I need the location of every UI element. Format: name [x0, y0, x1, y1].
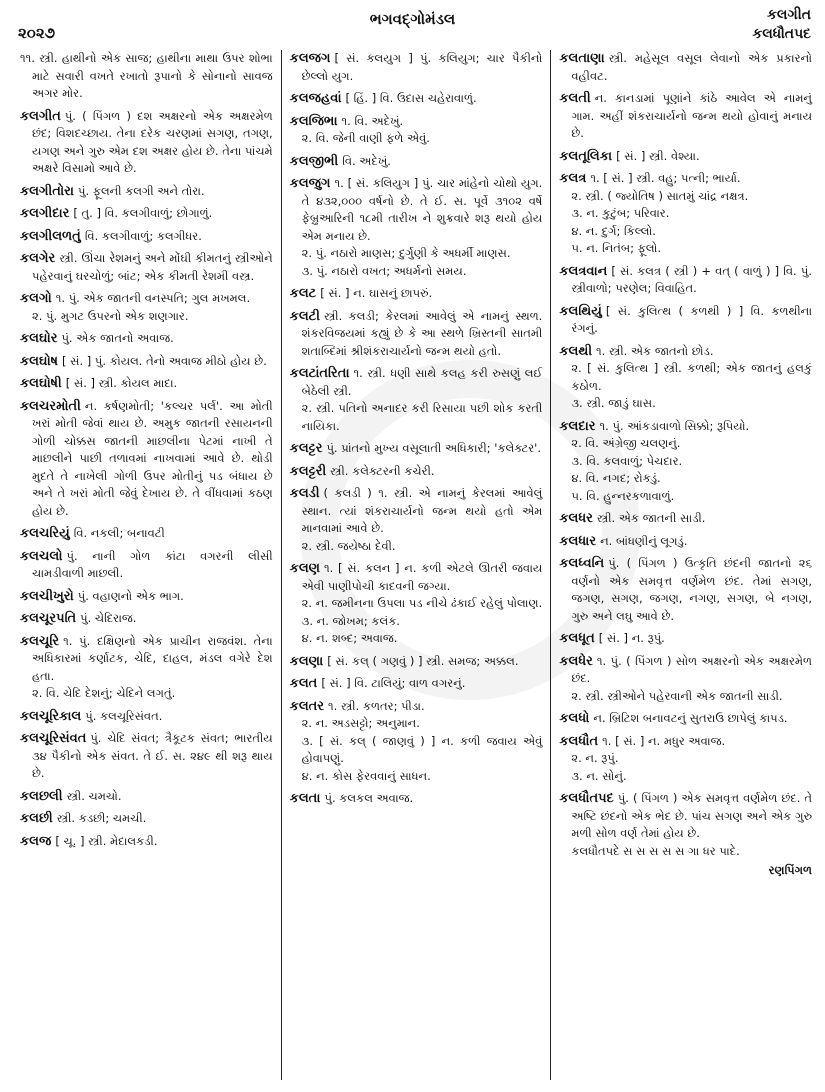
entry-headword: કલણ [289, 561, 321, 576]
dictionary-entry [559, 50, 812, 85]
entry-definition: ૧. [ સં. કલન ] ન. કળી એટલે ઊતરી જવાય એવી પાણીપોચી કાદવની જગ્યા. [301, 561, 543, 593]
entry-definition: સ્ત્રી. મહેસૂલ વસૂલ લેવાનો એક પ્રકારનો વહીવટ. [571, 51, 813, 83]
entry-definition: ૧. પું. ( પિંગળ ) સોળ અક્ષરનો એક અક્ષરમેળ છંદ. [571, 653, 813, 685]
entry-definition: પું. વહાણનો એક ભાગ. [77, 588, 184, 603]
entry-headword: કલધર [559, 511, 593, 526]
entry-subsense: ૩. પું. નઠારો વખત; અધર્મનો સમય. [301, 263, 467, 278]
entry-headword: કલતા [289, 791, 321, 806]
entry-definition: પું. નાની ગોળ કાંટા વગરની લીસી ચામડીવાળી માછલી. [32, 548, 273, 580]
dictionary-entry [20, 50, 273, 103]
entry-subsense: ૩. ન. સોનું. [571, 768, 627, 783]
entry-headword: કલચરિયું [20, 526, 70, 541]
entry-headword: કલગીત [20, 108, 61, 124]
entry-headword: કલચૂરિકાલ [20, 708, 82, 724]
dictionary-entry [290, 50, 543, 85]
dictionary-entry [290, 440, 543, 458]
entry-headword: કલટ [289, 286, 317, 301]
entry-headword: કલતાણા [559, 51, 605, 66]
entry-headword: કલદાર [559, 418, 596, 434]
entry-headword: કલત [289, 676, 318, 691]
entry-headword: કલત્રવાન [559, 263, 608, 279]
entry-subsense: ૪. વિ. નગદ; રોકડું. [571, 471, 661, 485]
dictionary-entry [20, 548, 273, 583]
entry-headword: કલચીખુરો [20, 588, 74, 604]
dictionary-columns [12, 50, 820, 1080]
entry-subsense: ૨. પું. મુગટ ઉપરનો એક શણગાર. [32, 308, 189, 323]
entry-definition: સ્ત્રી. કલેક્ટરની કચેરી. [330, 463, 435, 478]
dictionary-entry [290, 560, 543, 648]
column-right [550, 50, 820, 1080]
entry-definition: ન. કર્ષણમોતી; 'કલ્ચર પર્લ'. આ મોતી ખરાં મોતી જેવાં થાય છે. અમુક જાતની રસાયનની ગોળી ચોક્કસ જાતની માછલીના પેટમાં નાખી તે માછલીને પાછી તળાવમાં નાખવામાં આવે છે. થોડી મુદતે તે નાખેલી ગોળી ઉપર મોતીનું પડ બંધાય છે અને તે ખરાં મોતી જેવું દેખાય છે. તે વીંધવામાં કઠણ હોય છે. [32, 398, 273, 518]
entry-subsense: ૫. ન. નિતંબ; ફૂલો. [571, 241, 662, 255]
entry-headword: કલતૂલિકા [559, 148, 613, 164]
dictionary-entry [290, 675, 543, 693]
entry-subsense: કલધૌતપદે સ સ સ સ સ ગા ધર પાદે. [571, 843, 740, 858]
entry-headword: કલટી [289, 308, 320, 324]
entry-headword: કલધૌતપદ [559, 791, 614, 806]
entry-headword: કલણા [289, 653, 324, 669]
guide-word-first: કલગીત [767, 7, 811, 23]
entry-headword: કલજ [20, 833, 52, 849]
entry-definition: પું. ( પિંગળ ) દશ અક્ષરનો એક અક્ષરમેળ છંદ; વિશદચ્છાય. તેના દરેક ચરણમાં સગણ, તગણ, યગણ અને ગુરુ એમ દશ અક્ષર હોય છે. તેના પાંચમે અક્ષરે વિસામો આવે છે. [32, 108, 273, 175]
entry-definition: ન. બ્રિટિશ બનાવટનું સુતરાઉ છાપેલું કાપડ. [593, 711, 788, 725]
dictionary-entry [559, 170, 812, 258]
dictionary-entry [20, 588, 273, 606]
dictionary-entry [559, 630, 812, 648]
entry-subsense: ૨. વિ. ચેદિ દેશનું; ચેદિને લગતું. [32, 686, 176, 700]
dictionary-entry [20, 610, 273, 628]
entry-subsense: ૨. સ્ત્રી. જયેષ્ઠા દેવી. [301, 538, 396, 553]
entry-headword: કલધો [559, 711, 590, 726]
page-number: ૨૦૨૭ [18, 24, 56, 42]
entry-subsense: ૩. સ્ત્રી. જાડું ઘાસ. [571, 396, 656, 410]
entry-headword: કલટાંતરિતા [289, 366, 350, 381]
entry-subsense: ૪. ન. દુર્ગ; કિલ્લો. [571, 223, 656, 238]
entry-subsense: ૨. સ્ત્રી. ( જ્યોતિષ ) સાતમું ચાંદ્ર નક્ષત્ર. [571, 188, 749, 203]
entry-headword: કલચલો [20, 548, 63, 564]
dictionary-entry [20, 290, 273, 325]
dictionary-entry [290, 175, 543, 280]
entry-headword: કલટ્ટર [289, 441, 323, 456]
entry-headword: કલજગ [289, 51, 331, 66]
entry-definition: સ્ત્રી. ચમચો. [66, 788, 122, 803]
entry-subsense: ૨. વિ. જેની વાણી ફળે એવું. [301, 131, 430, 145]
entry-subsense: ૪. ન. કોસ ફેરવવાનું સાધન. [301, 768, 431, 783]
entry-definition: [ સં. ] સ્ત્રી. કોયલ માદા. [65, 376, 178, 390]
entry-headword: કલછી [20, 811, 53, 826]
entry-headword: કલગો [20, 291, 52, 306]
entry-headword: કલધાર [559, 533, 597, 549]
dictionary-entry [20, 205, 273, 223]
entry-subsense: ૨. વિ. અંગ્રેજી ચલણનું. [571, 436, 681, 450]
entry-definition: [ હિં. ] વિ. ઉદાસ ચહેરાવાળું. [345, 91, 477, 105]
entry-headword: કલધૌત [559, 733, 599, 749]
guide-words [752, 6, 811, 44]
entry-subsense: ૨. [ સં. કુલિત્થ ] સ્ત્રી. કળથી; એક જાતનું હલકું કઠોળ. [571, 361, 813, 393]
entry-definition: [ સં. કલત્ર ( સ્ત્રી ) + વત્ ( વાળું ) ] વિ. પું. સ્ત્રીવાળો; પરણેલ; વિવાહિત. [571, 263, 813, 295]
dictionary-entry [290, 285, 543, 303]
entry-definition: પું. ફૂલની કલગી અને તોરા. [78, 183, 205, 198]
entry-headword: કલછલી [20, 788, 63, 804]
entry-subsense: ૨. સ્ત્રી. પતિનો અનાદર કરી રિસાયા પછી શોક કરતી નાયિકા. [301, 401, 543, 433]
entry-headword: કલધૂત [559, 631, 595, 646]
entry-definition: ૧. [ સં. ] સ્ત્રી. વહુ; પત્ની; ભાર્યા. [590, 171, 741, 185]
dictionary-entry [290, 698, 543, 786]
entry-source-citation: રણપિંગળ [768, 863, 813, 877]
guide-word-last: કલધૌતપદ [752, 26, 811, 42]
dictionary-entry [20, 810, 273, 828]
entry-headword: કલતર [289, 698, 325, 714]
dictionary-entry [290, 485, 543, 555]
entry-definition: ૧. સ્ત્રી. કળતર; પીડા. [328, 698, 425, 713]
entry-definition: [ સં. કલ્ ( ગણવું ) ] સ્ત્રી. સમજ; અક્કલ. [327, 653, 519, 668]
entry-subsense: ૩. ન. કુટુંબ; પરિવાર. [571, 206, 670, 220]
entry-headword: કલત્ર [559, 171, 587, 186]
entry-definition: પું. કલચૂરિસંવત. [85, 708, 163, 723]
entry-definition: સ્ત્રી. કડછી; ચમચી. [56, 811, 147, 825]
entry-definition: [ તુ. ] વિ. કલગીવાળું; છોગાળું. [73, 206, 213, 220]
entry-subsense: ૫. વિ. હુન્નરકળાવાળું. [571, 488, 675, 503]
entry-definition: ૧. [ સં. ] ન. મધુર અવાજ. [602, 733, 726, 748]
entry-headword: કલચૂરિ [20, 633, 60, 649]
entry-definition: ન. કાનડામાં પૂણાંને કાંઠે આવેલ એ નામનું ગામ. અહીં શંકરાચાર્યનો જન્મ થયો હોવાનું મનાય છે. [571, 91, 813, 140]
dictionary-entry [20, 353, 273, 371]
entry-definition: ૧. પું. એક જાતની વનસ્પતિ; ગુલ મખમલ. [55, 291, 251, 305]
entry-definition: [ સં. ] ન. રૂપું. [598, 631, 665, 645]
entry-subsense: ૨. ન. રૂપું. [571, 751, 619, 765]
entry-headword: કલઘોષ [20, 353, 59, 369]
dictionary-entry [20, 525, 273, 543]
dictionary-entry [559, 148, 812, 166]
entry-headword: કલગેર [20, 251, 56, 266]
dictionary-entry [290, 113, 543, 148]
entry-definition: [ સં. ] ન. ઘાસનું છાપરું. [320, 286, 433, 300]
entry-headword: કલજુગ [289, 176, 331, 191]
entry-definition: ન. બાંધણીનું લૂગડું. [600, 533, 688, 548]
entry-headword: કલધેર [559, 653, 593, 669]
entry-definition: [ ચૂ. ] સ્ત્રી. મેદાલકડી. [55, 833, 158, 848]
dictionary-entry [559, 710, 812, 728]
entry-definition: [ સં. કુલિત્થ ( કળથી ) ] વિ. કળથીના રંગનું. [571, 303, 813, 335]
entry-headword: કલથિયું [559, 303, 602, 319]
entry-headword: કલગીલળતું [20, 228, 81, 244]
column-middle [281, 50, 551, 1080]
dictionary-entry [20, 398, 273, 521]
dictionary-entry [559, 90, 812, 143]
dictionary-entry [20, 730, 273, 783]
entry-headword: કલટ્ટરી [289, 463, 327, 479]
entry-headword: કલધ્વનિ [559, 556, 605, 571]
entry-headword: કલગીતોરા [20, 183, 74, 199]
entry-definition: ૧. સ્ત્રી. ધણી સાથે કલહ કરી રુસણું લઈ બેઠેલી સ્ત્રી. [301, 366, 543, 398]
entry-definition: પું. એક જાતનો અવાજ. [61, 331, 174, 345]
dictionary-entry [20, 375, 273, 393]
entry-headword: કલઘોષી [20, 376, 62, 391]
entry-subsense: ૩. [ સં. કલ્ ( જાણવું ) ] ન. કળી જવાય એવું હોવાપણું. [301, 733, 543, 765]
entry-definition: સ્ત્રી. એક જાતની સાડી. [596, 511, 706, 525]
dictionary-entry [559, 303, 812, 338]
dictionary-entry [559, 733, 812, 786]
entry-definition: સ્ત્રી. ઊંચા રેશમનું અને મોંઘી કીમતનું સ્ત્રીઓને પહેરવાનું ઘરચોળું; બાંટ; એક કીમતી રેશમી વસ્ત્ર. [32, 251, 273, 283]
entry-headword: કલઘોર [20, 331, 58, 346]
dictionary-entry [290, 463, 543, 481]
entry-definition: વિ. કલગીવાળું; કલગીધર. [84, 228, 202, 243]
entry-subsense: ૪. ન. શબ્દ; અવાજ. [301, 631, 398, 645]
dictionary-entry [20, 833, 273, 851]
entry-headword: કલથી [559, 343, 593, 359]
entry-definition: પું. ચેદિરાજ. [80, 611, 137, 625]
entry-headword: કલચૂરિસંવત [20, 731, 87, 746]
entry-headword: કલચરમોતી [20, 398, 81, 414]
dictionary-entry [559, 790, 812, 880]
running-title: ભગવદ્ગોમંડલ [369, 10, 456, 28]
entry-definition: પું. ( પિંગળ ) ઉત્કૃતિ છંદની જાતનો ૨૬ વર્ણનો એક સમવૃત્ત વર્ણમેળ છંદ. તેમાં સગણ, જગણ, સગણ, જગણ, નગણ, સગણ, બે નગણ, ગુરુ અને લઘુ આવે છે. [571, 556, 813, 623]
entry-headword: કલગીદાર [20, 206, 70, 221]
entry-subsense: ૨. ન. જમીનના ઉપલા પડ નીચે ઢંકાઈ રહેલું પોલાણ. [301, 596, 543, 610]
entry-definition: ( કલડી ) ૧. સ્ત્રી. એ નામનું કેરલમાં આવેલું સ્થાન. ત્યાં શંકરાચાર્યનો જન્મ થયો હતો એમ માનવામાં આવે છે. [301, 486, 543, 535]
entry-subsense: ૨. પું. નઠારો માણસ; દુર્ગુણી કે અધર્મી માણસ. [301, 246, 511, 260]
dictionary-entry [20, 633, 273, 703]
entry-subsense: ૩. વિ. કલવાળું; પેચદાર. [571, 453, 683, 468]
entry-headword: કલડી [289, 486, 320, 501]
entry-definition: પું. ચેદિ સંવત; ત્રૈકૂટક સંવત; ભારતીય ૩૪ પૈકીનો એક સંવત. તે ઈ. સ. ૨૪૯ થી શરૂ થાય છે. [32, 731, 273, 780]
entry-headword: કલજીભી [289, 153, 339, 169]
dictionary-entry [20, 228, 273, 246]
entry-subsense: ૨. સ્ત્રી. સ્ત્રીઓને પહેરવાની એક જાતની સાડી. [571, 688, 783, 703]
entry-headword: કલજહવાં [289, 91, 342, 106]
dictionary-entry [559, 533, 812, 551]
page-header [0, 0, 825, 52]
entry-headword: કલતી [559, 91, 591, 106]
entry-definition: વિ. અદેખું. [342, 153, 391, 168]
entry-definition: પું. પ્રાંતનો મુખ્ય વસૂલાતી અધિકારી; 'કલેક્ટર'. [326, 441, 541, 455]
dictionary-entry [290, 653, 543, 671]
entry-subsense: ૩. ન. જોખમ; કલંક. [301, 613, 400, 628]
dictionary-entry [559, 555, 812, 625]
entry-definition: વિ. નકલી; બનાવટી [73, 526, 165, 540]
entry-definition: સ્ત્રી. કલડી; કેરલમાં આવેલું એ નામનું સ્થળ. શંકરવિજયમાં કહ્યું છે કે આ સ્થળે ખ્રિસ્તની સાતમી શતાબ્દિમાં શ્રીશંકરાચાર્યનો જન્મ થયો હતો. [301, 308, 543, 358]
dictionary-entry [559, 343, 812, 413]
entry-definition: [ સં. ] સ્ત્રી. વેશ્યા. [616, 148, 700, 163]
entry-definition: [ સં. કલયુગ ] પું. કલિયુગ; ચાર પૈકીનો છેલ્લો યુગ. [301, 51, 543, 83]
entry-definition: ૧. પું. દક્ષિણનો એક પ્રાચીન રાજવંશ. તેના અધિકારમાં કર્ણાટક, ચેદિ, દાહલ, મંડલ વગેરે દેશ હતા. [32, 633, 273, 683]
entry-definition: ૧. વિ. અદેખું. [341, 113, 404, 128]
entry-definition: પું. કલકલ અવાજ. [324, 791, 414, 805]
dictionary-entry [20, 708, 273, 726]
dictionary-entry [290, 365, 543, 435]
dictionary-entry [559, 653, 812, 706]
dictionary-entry [20, 250, 273, 285]
entry-definition: ૧. પું. આંકડાવાળો સિક્કો; રૂપિયો. [599, 418, 750, 433]
entry-subsense: ૨. ન. અડસટ્ટો; અનુમાન. [301, 716, 420, 730]
entry-definition: ૧૧. સ્ત્રી. હાથીનો એક સાજ; હાથીના માથા ઉપર શોભા માટે સવારી વખતે રખાતો રૂપાનો કે સોનાનો સાવજ અગર મોર. [20, 51, 273, 100]
entry-headword: કલચૂરપતિ [20, 611, 77, 626]
entry-definition: ૧. સ્ત્રી. એક જાતનો છોડ. [596, 343, 714, 358]
dictionary-entry [559, 263, 812, 298]
dictionary-entry [290, 90, 543, 108]
entry-definition: [ સં. ] વિ. ટાલિયું; વાળ વગરનું. [321, 676, 466, 690]
entry-definition: ૧. [ સં. કલિયુગ ] પું. ચાર માંહેનો ચોથો યુગ. તે ૪૩૨,૦૦૦ વર્ષનો છે. તે ઈ. સ. પૂર્વે ૩૧૦૨ વર્ષે ફેબ્રુઆરિની ૧૮મી તારીખ ને શુક્રવારે શરૂ થયો હોય એમ મનાય છે. [301, 176, 543, 243]
dictionary-entry [20, 108, 273, 178]
dictionary-entry [290, 790, 543, 808]
entry-definition: પું. ( પિંગળ ) એક સમવૃત્ત વર્ણમેળ છંદ. તે અષ્ટિ છંદનો એક ભેદ છે. પાંચ સગણ અને એક ગુરુ મળી સોળ વર્ણ તેમાં હોય છે. [571, 791, 813, 840]
dictionary-entry [290, 153, 543, 171]
dictionary-entry [20, 788, 273, 806]
dictionary-entry [290, 308, 543, 361]
entry-definition: [ સં. ] પું. કોયલ. તેનો અવાજ મીઠો હોય છે. [62, 353, 267, 368]
dictionary-entry [559, 510, 812, 528]
dictionary-entry [559, 418, 812, 506]
entry-headword: કલજિભા [289, 113, 338, 129]
dictionary-entry [20, 183, 273, 201]
dictionary-entry [20, 330, 273, 348]
column-left [12, 50, 281, 1080]
